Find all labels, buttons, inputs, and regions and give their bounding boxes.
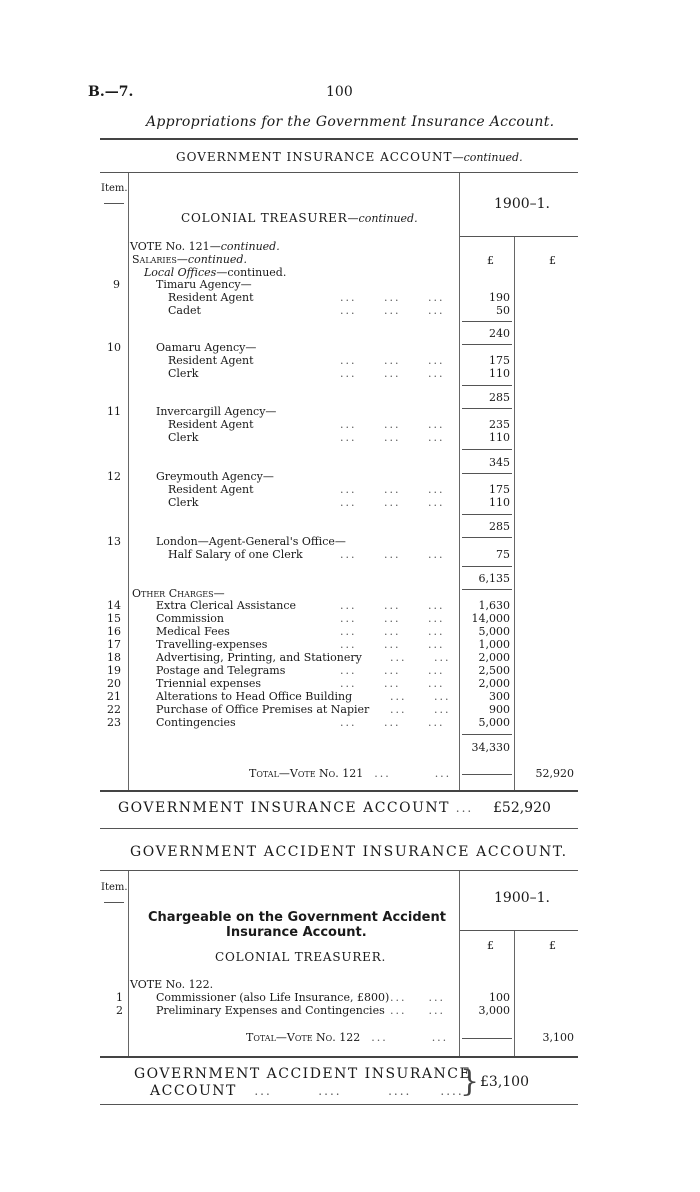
subtotal-rule [462,344,512,345]
section-heading-suffix: —continued. [452,151,523,164]
subtotal-rule [462,537,512,538]
grand-total-text: ACCOUNT [150,1083,237,1099]
subheading-colonial-treasurer: COLONIAL TREASURER. [215,950,387,964]
item-number: 17 [107,638,121,651]
item-number: 10 [107,341,121,354]
charge-label: Triennial expenses [156,677,262,690]
item-number: 23 [107,716,121,729]
leader-dots: ... ... ... [340,638,445,651]
charge-label: Extra Clerical Assistance [156,599,297,612]
leader-dots: ... ... ... [340,677,445,690]
agency-name: Oamaru Agency— [156,341,257,354]
local-offices-text: Local Offices [144,266,217,279]
other-charges-label: Other Charges— [132,587,225,600]
subtotal-rule [462,321,512,322]
subtotal-rule [462,385,512,386]
subtotal-rule [462,473,512,474]
line-amount: 175 [489,354,510,367]
line-label: Resident Agent [168,354,254,367]
item-number: 20 [107,677,121,690]
item-number: 16 [107,625,121,638]
leader-dots: ... ... [390,703,451,716]
charge-label: Advertising, Printing, and Stationery [156,651,362,664]
leader-dots: ... ... ... [340,418,445,431]
line-label: Clerk [168,367,199,380]
line-amount: 110 [489,367,510,380]
item-number: 18 [107,651,121,664]
vote-total-label: Total—Vote No. 122 ... ... [246,1031,449,1044]
grand-total-text: GOVERNMENT INSURANCE ACCOUNT [118,800,450,816]
item-number: 2 [116,1004,123,1017]
item-number: 19 [107,664,121,677]
charge-amount: 14,000 [471,612,510,625]
amount-column-divider [459,173,460,790]
leader-dots: ... ... ... [340,304,445,317]
currency-symbol: £ [549,939,556,952]
item-number: 9 [113,278,120,291]
leader-dots: ... ... [390,690,451,703]
vote-line [130,240,280,253]
vote-total-amount: 52,920 [535,767,574,780]
charge-amount: 3,000 [478,1004,510,1017]
page-number: 100 [326,84,353,100]
subtotal-amount: 285 [489,391,510,404]
line-amount: 190 [489,291,510,304]
grand-total-label-line2: ACCOUNT ... .... .... .... [150,1083,464,1099]
leader-dots: ... ... ... [340,664,445,677]
line-label: Clerk [168,496,199,509]
item-number: 12 [107,470,121,483]
charge-amount: 900 [489,703,510,716]
salaries-text: Salaries [132,253,177,266]
item-number: 22 [107,703,121,716]
leader-dots: ... ... ... [340,599,445,612]
year-label: 1900–1. [494,890,550,906]
charge-label: Alterations to Head Office Building [156,690,353,703]
charge-label: Commissioner (also Life Insurance, £800) [156,991,390,1004]
section-heading-text: GOVERNMENT INSURANCE ACCOUNT [176,150,453,164]
charge-amount: 5,000 [478,625,510,638]
subtotal-amount: 285 [489,520,510,533]
line-amount: 110 [489,496,510,509]
leader-dots: ... ... ... [340,431,445,444]
item-number: 15 [107,612,121,625]
line-label: Clerk [168,431,199,444]
section2-heading: GOVERNMENT ACCIDENT INSURANCE ACCOUNT. [130,844,568,860]
charge-label: Purchase of Office Premises at Napier [156,703,370,716]
leader-dots: ... ... [390,991,445,1004]
item-number: 11 [107,405,121,418]
subtotal-amount: 345 [489,456,510,469]
subheading-suffix: —continued. [347,212,418,225]
total-rule [462,1038,512,1039]
line-label: Resident Agent [168,418,254,431]
subamount-column-divider [514,930,515,1056]
line-amount: 50 [496,304,510,317]
line-amount: 235 [489,418,510,431]
subtotal-rule [462,566,512,567]
charge-amount: 100 [489,991,510,1004]
item-column-label: Item. [101,882,128,893]
page-bottom-rule [100,1104,578,1105]
leader-dots: ... ... ... [340,496,445,509]
leader-dots: ... ... ... [340,291,445,304]
title-rule [100,138,578,140]
leader-dots: ... ... ... [340,483,445,496]
subtotal-amount: 240 [489,327,510,340]
leader-dots: ... ... [390,651,451,664]
leader-dots: ... ... ... [340,625,445,638]
charge-amount: 1,630 [478,599,510,612]
subheading-colonial-treasurer [181,212,418,225]
table-bottom-rule [100,790,578,792]
vote-total-text: Total—Vote No. 122 [246,1031,361,1044]
item-label-rule [104,902,124,903]
vote-line: VOTE No. 122. [130,978,214,991]
charge-label: Postage and Telegrams [156,664,286,677]
page-title: Appropriations for the Government Insurance Account. [146,114,555,130]
grand-total-amount: £3,100 [480,1074,529,1090]
year-header-rule [460,930,578,931]
vote-text: VOTE No. 121 [130,240,210,253]
line-amount: 110 [489,431,510,444]
other-charges-total: 34,330 [471,741,510,754]
subtotal-rule [462,449,512,450]
currency-symbol: £ [549,254,556,267]
line-amount: 75 [496,548,510,561]
brace-icon: } [460,1064,480,1099]
section-heading [176,150,523,164]
chargeable-heading-line1: Chargeable on the Government Accident [148,910,446,925]
subtotal-rule [462,734,512,735]
agency-name: Invercargill Agency— [156,405,277,418]
table2-bottom-rule [100,1056,578,1058]
line-label: Resident Agent [168,483,254,496]
currency-symbol: £ [487,939,494,952]
local-offices-suffix: —continued. [216,266,287,279]
grand-total-label-line1: GOVERNMENT ACCIDENT INSURANCE [134,1066,472,1082]
amount-column-divider [459,871,460,1056]
item-number: 13 [107,535,121,548]
year-label: 1900–1. [494,196,550,212]
office-name: London—Agent-General's Office— [156,535,346,548]
leader-dots: ... ... ... [340,612,445,625]
currency-symbol: £ [487,254,494,267]
section-divider [100,828,578,829]
salaries-suffix: —continued. [176,253,247,266]
salaries-line [132,253,247,266]
total-rule [462,774,512,775]
item-column-divider [128,173,129,790]
grand-total-label: GOVERNMENT INSURANCE ACCOUNT ... [118,800,474,816]
leader-dots: ... ... ... [340,354,445,367]
charge-amount: 5,000 [478,716,510,729]
leader-dots: ... ... ... [340,548,445,561]
table2-top-rule [100,870,578,871]
line-label: Half Salary of one Clerk [168,548,303,561]
charge-label: Travelling-expenses [156,638,268,651]
vote-total-label: Total—Vote No. 121 ... ... [249,767,452,780]
chargeable-heading-line2: Insurance Account. [226,925,367,940]
leader-dots: ... ... ... [340,716,445,729]
agency-name: Greymouth Agency— [156,470,274,483]
item-label-rule [104,203,124,204]
item-column-divider [128,871,129,1056]
charge-label: Commission [156,612,224,625]
vote-suffix: —continued. [209,240,280,253]
line-amount: 175 [489,483,510,496]
charge-label: Contingencies [156,716,236,729]
charge-amount: 2,500 [478,664,510,677]
charge-label: Preliminary Expenses and Contingencies [156,1004,385,1017]
subamount-column-divider [514,236,515,790]
subheading-text: COLONIAL TREASURER [181,211,348,225]
grand-total-amount: £52,920 [493,800,551,816]
line-label: Cadet [168,304,201,317]
charge-amount: 2,000 [478,651,510,664]
leader-dots: ... ... ... [340,367,445,380]
document-reference: B.—7. [88,84,134,100]
charge-amount: 1,000 [478,638,510,651]
item-column-label: Item. [101,183,128,194]
agency-name: Timaru Agency— [156,278,252,291]
line-label: Resident Agent [168,291,254,304]
item-number: 1 [116,991,123,1004]
subtotal-rule [462,589,512,590]
charge-label: Medical Fees [156,625,230,638]
item-number: 14 [107,599,121,612]
vote-total-amount: 3,100 [542,1031,574,1044]
subtotal-rule [462,514,512,515]
charge-amount: 2,000 [478,677,510,690]
charge-amount: 300 [489,690,510,703]
table-top-rule [100,172,578,173]
leader-dots: ... ... [390,1004,445,1017]
salaries-total: 6,135 [478,572,510,585]
item-number: 21 [107,690,121,703]
year-header-rule [460,236,578,237]
subtotal-rule [462,408,512,409]
vote-total-text: Total—Vote No. 121 [249,767,364,780]
